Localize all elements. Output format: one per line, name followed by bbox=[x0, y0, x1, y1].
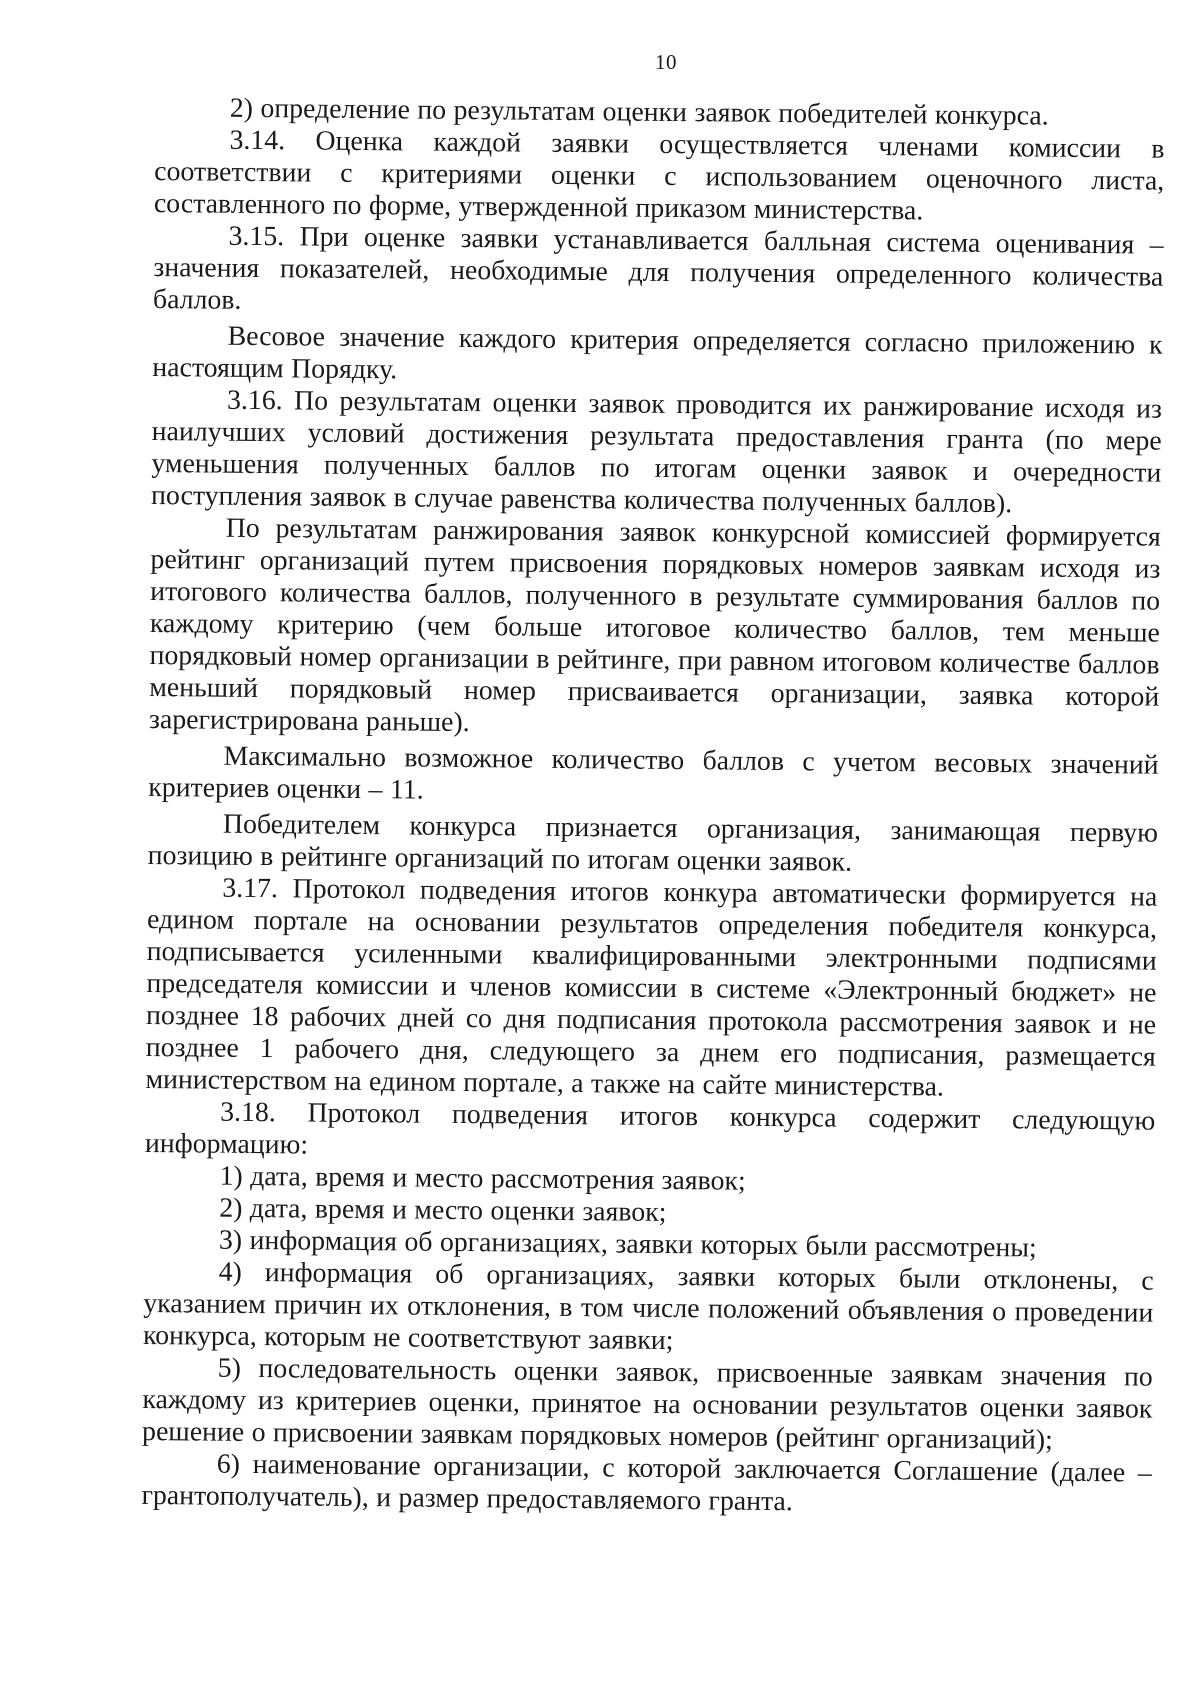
list-item-1: 1) дата, время и место рассмотрения заявок; bbox=[219, 1160, 746, 1197]
clause-3-18: 3.18. Протокол подведения итогов конкурса содержит следующую информацию: bbox=[144, 1096, 1156, 1161]
list-item-2-winners: 2) определение по результатам оценки заявок победителей конкурса. bbox=[229, 92, 1049, 132]
clause-3-16: 3.16. По результатам оценки заявок проводится их ранжирование исходя из наилучших условий достижения результата предоставления гранта (по мере уменьшения полученных баллов по итогам оценки заявок и очередности поступления заявок в случае равенства количества полученных баллов). bbox=[150, 384, 1163, 520]
list-item-6: 6) наименование организации, с которой заключается Соглашение (далее – грантополучатель), и размер предоставляемого гранта. bbox=[141, 1448, 1152, 1518]
clause-3-17: 3.17. Протокол подведения итогов конкура автоматически формируется на едином портале на основании результатов определения победителя конкурса, подписывается усиленными квалифицированными электронными подписями председателя комиссии и членов комиссии в системе «Электронный бюджет» не позднее 18 рабочих дней со дня подписания протокола рассмотрения заявок и не позднее 1 рабочего дня, следующего за днем его подписания, размещается министерством на едином портале, а также на сайте министерства. bbox=[145, 872, 1158, 1103]
paragraph-weight-value: Весовое значение каждого критерия определяется согласно приложению к настоящим Порядку. bbox=[152, 320, 1163, 386]
paragraph-max-score: Максимально возможное количество баллов с учетом весовых значений критериев оценки – 11. bbox=[148, 740, 1159, 806]
clause-3-15: 3.15. При оценке заявки устанавливается балльная система оценивания – значения показателей, необходимые для получения определенного количества баллов. bbox=[152, 220, 1164, 316]
list-item-5: 5) последовательность оценки заявок, присвоенные заявкам значения по каждому из критериев оценки, принятое на основании результатов оценки заявок решение о присвоении заявкам порядковых номеров (рейтинг организаций); bbox=[141, 1352, 1153, 1456]
document-body bbox=[141, 92, 1165, 1522]
list-item-4: 4) информация об организациях, заявки которых были отклонены, с указанием причин их отклонения, в том числе положений объявления о проведении конкурса, которым не соответствуют заявки; bbox=[142, 1256, 1154, 1357]
list-item-2: 2) дата, время и место оценки заявок; bbox=[219, 1192, 667, 1228]
list-item-3: 3) информация об организациях, заявки которых были рассмотрены; bbox=[218, 1224, 1037, 1264]
clause-3-14: 3.14. Оценка каждой заявки осуществляется членами комиссии в соответствии с критериями оценки с использованием оценочного листа, составленного по форме, утвержденной приказом министерства. bbox=[153, 124, 1165, 227]
paragraph-winner: Победителем конкурса признается организация, занимающая первую позицию в рейтинге организаций по итогам оценки заявок. bbox=[147, 808, 1159, 878]
paragraph-ranking: По результатам ранжирования заявок конкурсной комиссией формируется рейтинг организаций путем присвоения порядковых номеров заявкам исходя из итогового количества баллов, полученного в результате суммирования баллов по каждому критерию (чем больше итоговое количество баллов, тем меньше порядковый номер организации в рейтинге, при равном итоговом количестве баллов меньший порядковый номер присваивается организации, заявка которой зарегистрирована раньше). bbox=[148, 512, 1161, 739]
page-number: 10 bbox=[655, 50, 677, 74]
